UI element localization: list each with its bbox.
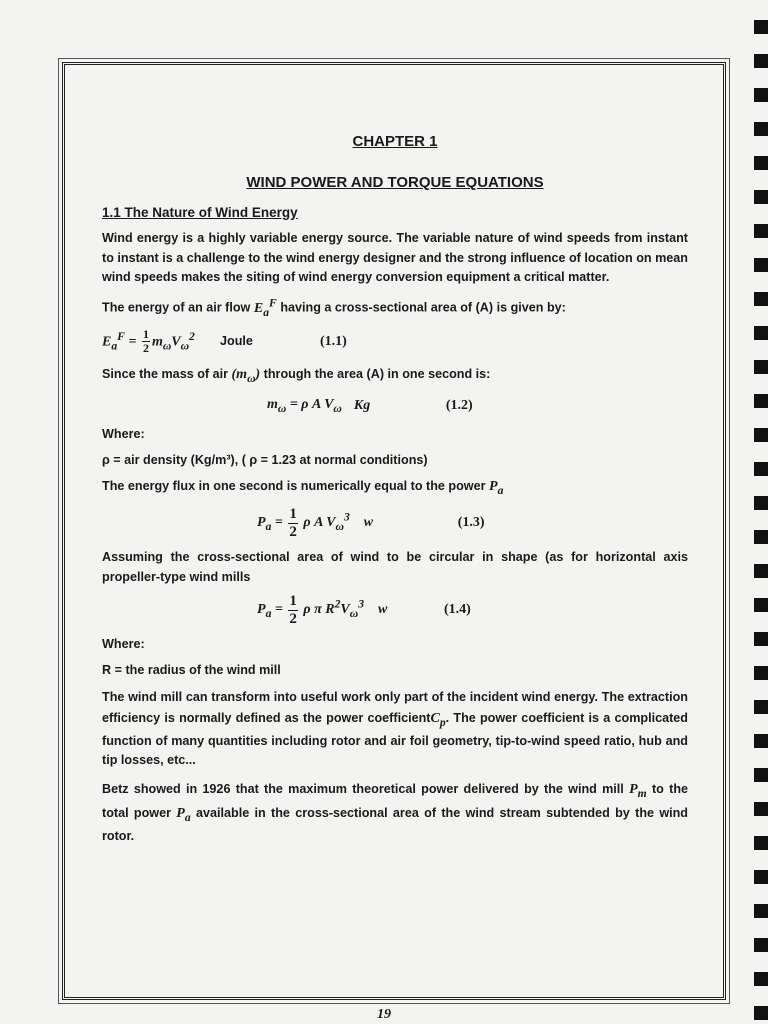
chapter-title: WIND POWER AND TORQUE EQUATIONS	[246, 174, 544, 192]
eq-number: (1.1)	[320, 333, 347, 349]
r-definition: R = the radius of the wind mill	[102, 662, 281, 677]
paragraph-betz: Betz showed in 1926 that the maximum theoretical power delivered by the wind mill $P_m$ to the total power $P_a$ available in the cross-sectional area of the wind stream subtended by the wind rotor.	[102, 781, 689, 843]
paragraph-energy: The energy of an air flow $E_a^F$ having a cross-sectional area of (A) is given by:	[102, 295, 566, 319]
rho-definition: ρ = air density (Kg/m³), ( ρ = 1.23 at normal conditions)	[102, 452, 428, 467]
eq-unit: w	[378, 602, 388, 618]
where-label-1: Where:	[102, 427, 145, 442]
paragraph-extraction: The wind mill can transform into useful work only part of the incident wind energy. The extraction efficiency is normally defined as the power coefficientC$_p$. The power coefficient is a complicated function of many quantities including rotor and air foil geometry, tip-to-wind speed ratio, hub and tip losses, etc...	[102, 690, 688, 768]
equation-1-2: $m_\omega = \rho$ A $V_\omega$ Kg (1.2)	[267, 396, 473, 415]
paragraph-intro: Wind energy is a highly variable energy source. The variable nature of wind speeds from instant to instant is a challenge to the wind energy designer and the strong influence of location on mean wind speeds makes the siting of wind energy conversion equipment a critical matter.	[102, 231, 688, 285]
eq-number: (1.4)	[444, 602, 471, 618]
section-heading: 1.1 The Nature of Wind Energy	[102, 204, 298, 220]
paragraph-power: The energy flux in one second is numerically equal to the power $P_a$	[102, 479, 504, 498]
eq-number: (1.3)	[457, 515, 485, 531]
paragraph-mass: Since the mass of air $(m_\omega)$ through the area (A) in one second is:	[102, 366, 491, 385]
page-content	[102, 130, 688, 852]
equation-1-3: $P_a$ = $\frac{1}{2}$ ρ A $V_\omega^3$ w (1.3)	[257, 506, 485, 540]
paragraph-circular: Assuming the cross-sectional area of wind to be circular in shape (as for horizontal axis propeller-type wind mills	[102, 550, 688, 584]
equation-1-1: $E_a^F$ = $\frac{1}{2}$ $m_\omega V_\omega^2$ Joule (1.1)	[102, 327, 347, 356]
eq-unit: w	[363, 515, 374, 531]
page-number: 19	[377, 1007, 391, 1022]
eq-unit: Joule	[220, 333, 253, 348]
equation-1-4: $P_a$ = $\frac{1}{2}$ ρ π $R^2V_\omega^3$ w (1.4)	[257, 593, 471, 627]
chapter-heading: CHAPTER 1	[352, 133, 438, 150]
spiral-binding	[754, 0, 768, 1024]
eq-unit: Kg	[353, 397, 371, 413]
eq-number: (1.2)	[445, 397, 473, 413]
where-label-2: Where:	[102, 637, 145, 652]
